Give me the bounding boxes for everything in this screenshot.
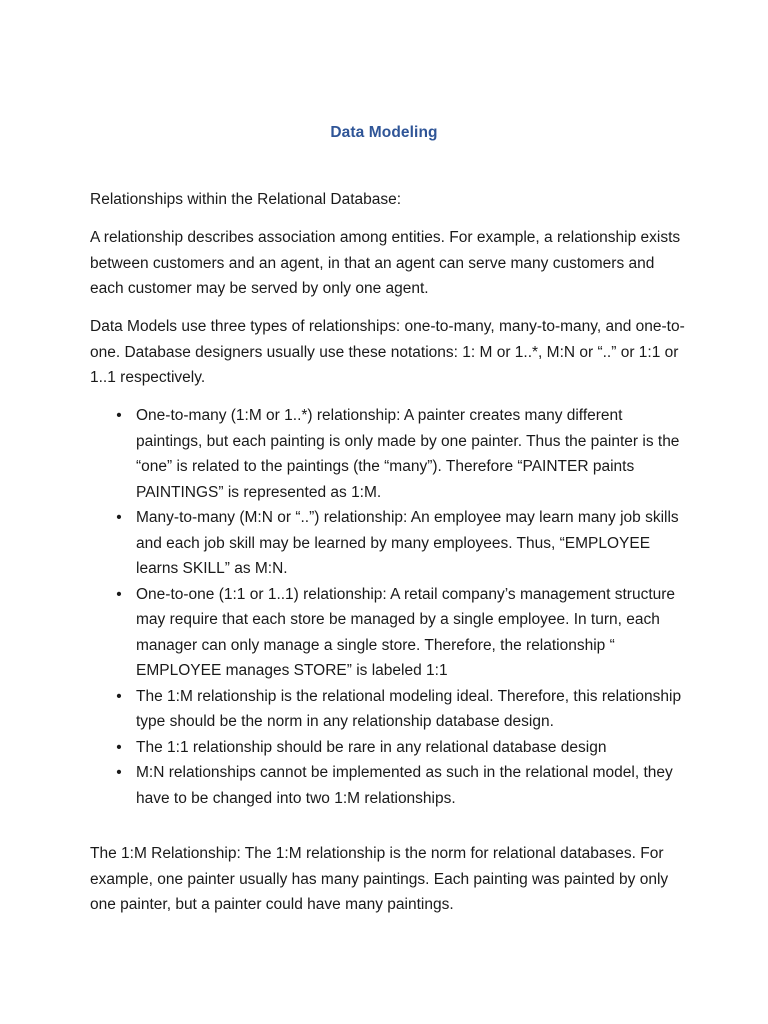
list-item <box>90 760 690 811</box>
bullet-icon: • <box>116 764 122 781</box>
list-item-text: Many-to-many (M:N or “..”) relationship: An employee may learn many job skills and each job skill may be learned by many employees. Thus, “EMPLOYEE learns SKILL” as M:N. <box>136 509 679 577</box>
bullet-list <box>90 403 690 811</box>
bullet-icon: • <box>116 509 122 526</box>
paragraph-relationship-types: Data Models use three types of relationships: one-to-many, many-to-many, and one-to-one. Database designers usually use these notations: 1: M or 1..*, M:N or “..” or 1:1 or 1..1 respectively. <box>90 318 685 386</box>
list-item-text: One-to-many (1:M or 1..*) relationship: A painter creates many different paintings, but each painting is only made by one painter. Thus the painter is the “one” is related to the paintings (the “many”). Therefore “PAINTER paints PAINTINGS” is represented as 1:M. <box>136 407 680 501</box>
list-item <box>90 735 690 761</box>
list-item <box>90 403 690 505</box>
bullet-icon: • <box>116 687 122 705</box>
list-item <box>90 582 690 684</box>
list-item-text: The 1:M relationship is the relational modeling ideal. Therefore, this relationship type should be the norm in any relationship database design. <box>136 687 682 730</box>
paragraph-one-to-many: The 1:M Relationship: The 1:M relationship is the norm for relational databases. For example, one painter usually has many paintings. Each painting was painted by only one painter, but a painter could have many paintings. <box>90 845 669 913</box>
list-item-text: The 1:1 relationship should be rare in any relational database design <box>136 738 607 756</box>
paragraph-association: A relationship describes association among entities. For example, a relationship exists between customers and an agent, in that an agent can serve many customers and each customer may be served by only one agent. <box>90 229 681 297</box>
list-item-text: M:N relationships cannot be implemented as such in the relational model, they have to be changed into two 1:M relationships. <box>136 764 673 807</box>
list-item <box>90 505 690 582</box>
list-item-text: One-to-one (1:1 or 1..1) relationship: A retail company’s management structure may require that each store be managed by a single employee. In turn, each manager can only manage a single store. Therefore, the relationship “ EMPLOYEE manages STORE” is labeled 1:1 <box>136 585 676 679</box>
bullet-icon: • <box>116 407 122 424</box>
intro-heading: Relationships within the Relational Database: <box>90 191 402 208</box>
page-title: Data Modeling <box>330 124 438 141</box>
list-item <box>90 684 690 735</box>
bullet-icon: • <box>116 738 122 756</box>
bullet-icon: • <box>116 585 122 603</box>
